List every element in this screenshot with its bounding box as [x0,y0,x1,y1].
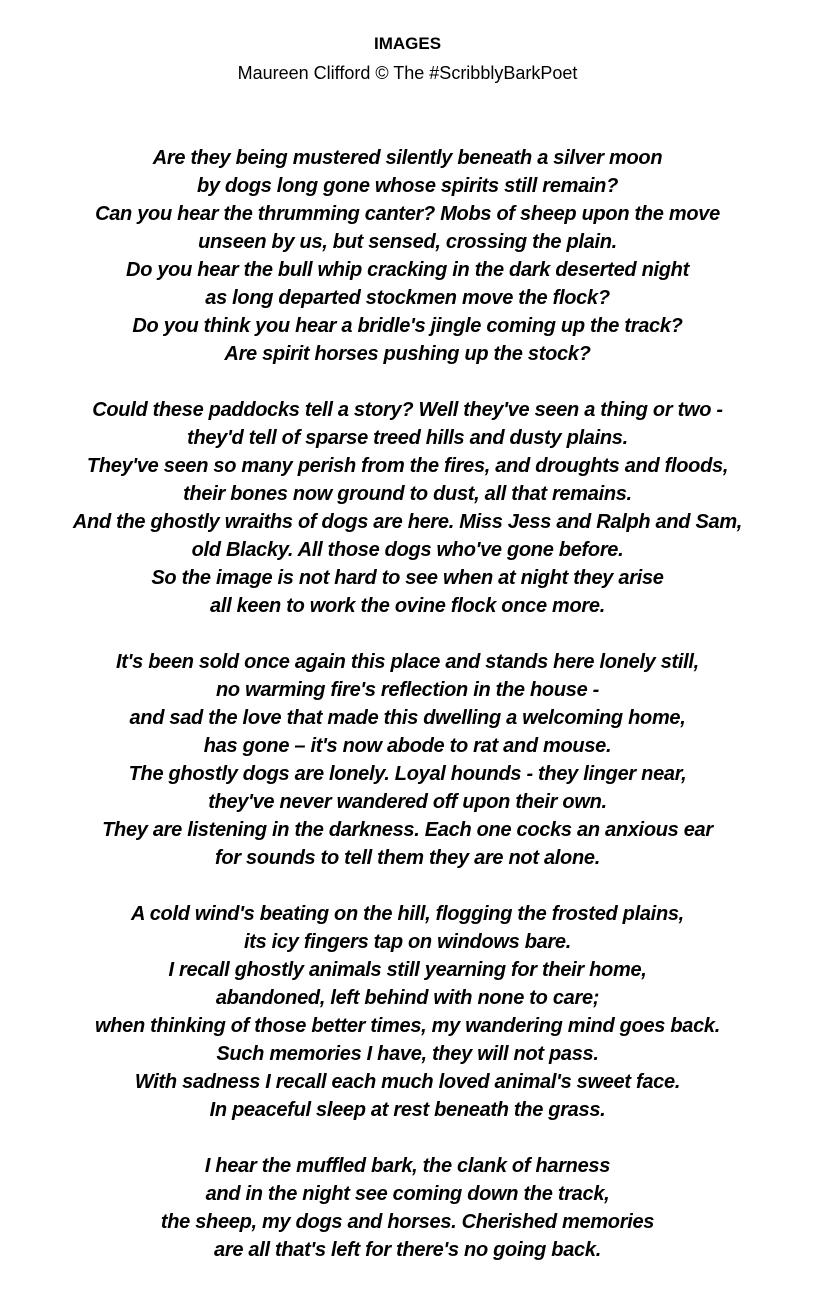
poem-line: no warming fire's reflection in the house - [215,679,600,701]
poem-line: In peaceful sleep at rest beneath the grass. [209,1099,606,1121]
poem-line: Do you think you hear a bridle's jingle coming up the track? [132,315,683,337]
poem-line: I hear the muffled bark, the clank of harness [204,1155,611,1177]
poem-line: for sounds to tell them they are not alone. [215,847,600,869]
poem-line: They are listening in the darkness. Each one cocks an anxious ear [102,819,713,841]
poem-line: I recall ghostly animals still yearning for their home, [168,959,647,981]
poem-line: So the image is not hard to see when at night they arise [151,567,664,589]
poem-line: Are spirit horses pushing up the stock? [224,343,591,365]
poem-line: by dogs long gone whose spirits still remain? [196,175,618,197]
poem-line: all keen to work the ovine flock once more. [210,595,605,617]
stanza-1 [0,144,815,368]
poem-line: Such memories I have, they will not pass. [216,1043,599,1065]
poem-line: Are they being mustered silently beneath a silver moon [152,147,663,169]
poem-title: IMAGES [373,34,442,53]
poem-line: With sadness I recall each much loved animal's sweet face. [134,1071,681,1093]
stanza-3 [0,648,815,872]
poem-line: they'd tell of sparse treed hills and dusty plains. [187,427,628,449]
poem-line: And the ghostly wraiths of dogs are here. Miss Jess and Ralph and Sam, [72,511,743,533]
poem-line: as long departed stockmen move the flock? [205,287,610,309]
poem-line: unseen by us, but sensed, crossing the plain. [198,231,617,253]
poem-line: are all that's left for there's no going back. [214,1239,601,1261]
poem-line: and in the night see coming down the track, [205,1183,610,1205]
poem-line: its icy fingers tap on windows bare. [243,931,572,953]
poem-line: Could these paddocks tell a story? Well they've seen a thing or two - [92,399,723,421]
poem-byline: Maureen Clifford © The #ScribblyBarkPoet [237,63,578,83]
poem-line: their bones now ground to dust, all that remains. [183,483,632,505]
poem-line: when thinking of those better times, my wandering mind goes back. [94,1015,721,1037]
poem-line: A cold wind's beating on the hill, flogging the frosted plains, [131,903,684,925]
stanza-2 [0,396,815,620]
poem-line: Do you hear the bull whip cracking in the dark deserted night [126,259,689,281]
poem-line: the sheep, my dogs and horses. Cherished memories [160,1211,655,1233]
poem-line: abandoned, left behind with none to care; [215,987,600,1009]
stanza-5 [0,1152,815,1264]
poem-line: and sad the love that made this dwelling a welcoming home, [129,707,686,729]
poem-line: They've seen so many perish from the fires, and droughts and floods, [86,455,729,477]
poem-line: they've never wandered off upon their own. [208,791,607,813]
poem-line: The ghostly dogs are lonely. Loyal hounds - they linger near, [128,763,687,785]
poem-line: old Blacky. All those dogs who've gone before. [191,539,624,561]
poem-line: It's been sold once again this place and stands here lonely still, [116,651,699,673]
stanza-4 [0,900,815,1124]
poem-body [0,144,815,1292]
poem-line: Can you hear the thrumming canter? Mobs of sheep upon the move [95,203,720,225]
poem-line: has gone – it's now abode to rat and mouse. [203,735,612,757]
